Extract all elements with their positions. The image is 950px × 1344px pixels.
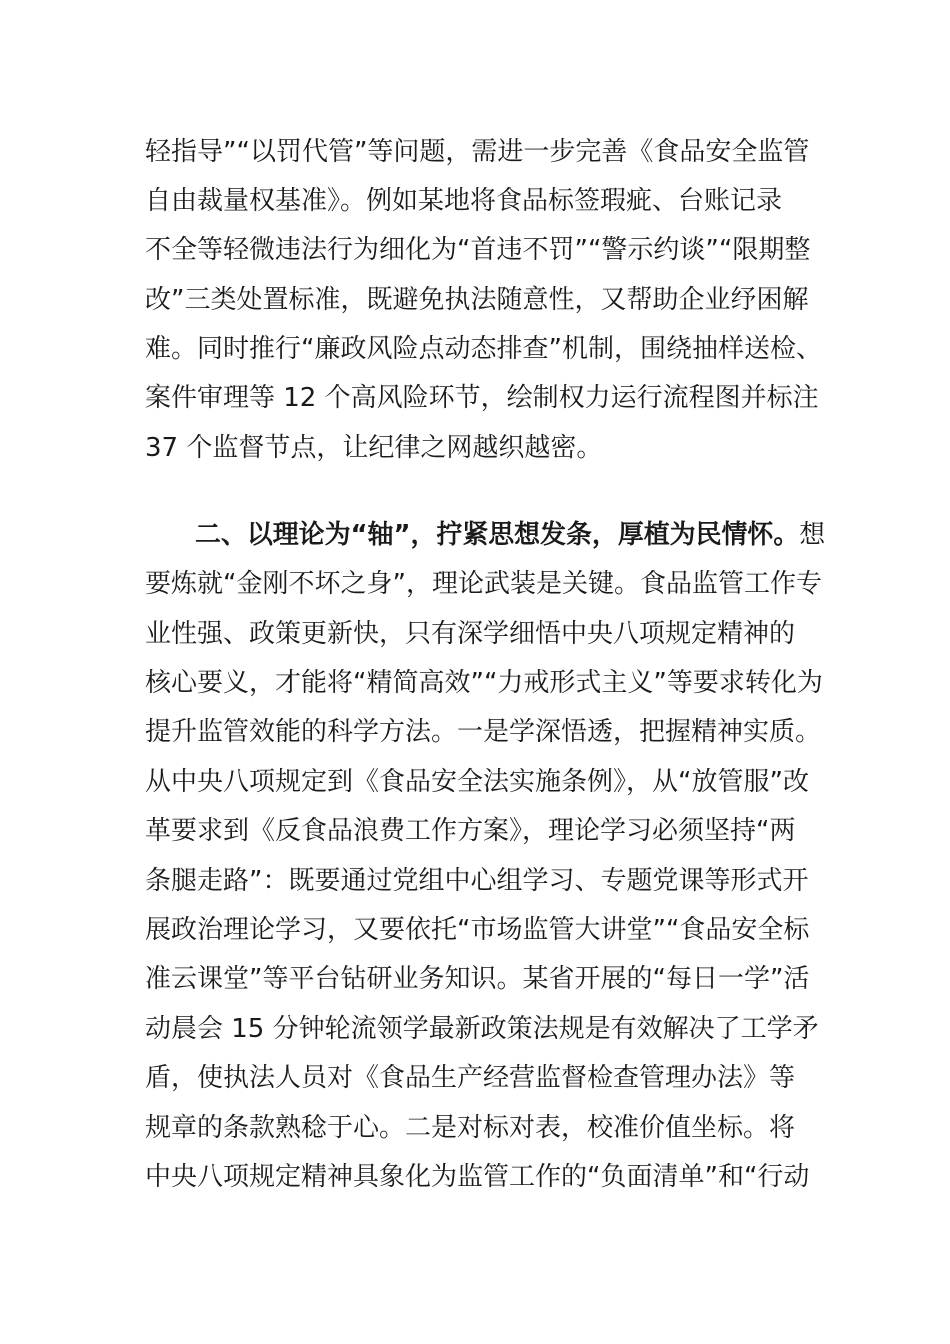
paragraph2-line: 核心要义，才能将“精简高效”“力戒形式主义”等要求转化为	[145, 668, 823, 698]
paragraph2-line: 提升监管效能的科学方法。一是学深悟透，把握精神实质。	[145, 717, 822, 747]
paragraph2-line: 准云课堂”等平台钻研业务知识。某省开展的“每日一学”活	[145, 964, 810, 994]
paragraph2-line: 规章的条款熟稔于心。二是对标对表，校准价值坐标。将	[145, 1113, 796, 1143]
paragraph1-line: 37 个监督节点，让纪律之网越织越密。	[145, 433, 603, 463]
paragraph2-line: 中央八项规定精神具象化为监管工作的“负面清单”和“行动	[145, 1162, 810, 1192]
section-heading: 二、以理论为“轴”，拧紧思想发条，厚植为民情怀。	[195, 520, 800, 550]
paragraph2-line: 展政治理论学习，又要依托“市场监管大讲堂”“食品安全标	[145, 915, 810, 945]
paragraph1-line: 轻指导”“以罚代管”等问题，需进一步完善《食品安全监管	[145, 137, 810, 167]
paragraph2-line: 动晨会 15 分钟轮流领学最新政策法规是有效解决了工学矛	[145, 1014, 819, 1044]
paragraph2-line: 业性强、政策更新快，只有深学细悟中央八项规定精神的	[145, 619, 796, 649]
paragraph2-first-line-tail: 想	[799, 520, 826, 550]
paragraph2-line: 革要求到《反食品浪费工作方案》，理论学习必须坚持“两	[145, 816, 796, 846]
paragraph2-line: 从中央八项规定到《食品安全法实施条例》，从“放管服”改	[145, 767, 809, 797]
paragraph1-line: 不全等轻微违法行为细化为“首违不罚”“警示约谈”“限期整	[145, 235, 811, 265]
paragraph2-first-line	[195, 509, 826, 561]
paragraph1-line: 难。同时推行“廉政风险点动态排查”机制，围绕抽样送检、	[145, 334, 822, 364]
paragraph2-line: 条腿走路”：既要通过党组中心组学习、专题党课等形式开	[145, 866, 809, 896]
paragraph1-line: 案件审理等 12 个高风险环节，绘制权力运行流程图并标注	[145, 383, 819, 413]
paragraph2-line: 盾，使执法人员对《食品生产经营监督检查管理办法》等	[145, 1063, 796, 1093]
paragraph1-line: 改”三类处置标准，既避免执法随意性，又帮助企业纾困解	[145, 285, 809, 315]
paragraph1-line: 自由裁量权基准》。例如某地将食品标签瑕疵、台账记录	[145, 186, 783, 216]
paragraph2-line: 要炼就“金刚不坏之身”，理论武装是关键。食品监管工作专	[145, 569, 822, 599]
